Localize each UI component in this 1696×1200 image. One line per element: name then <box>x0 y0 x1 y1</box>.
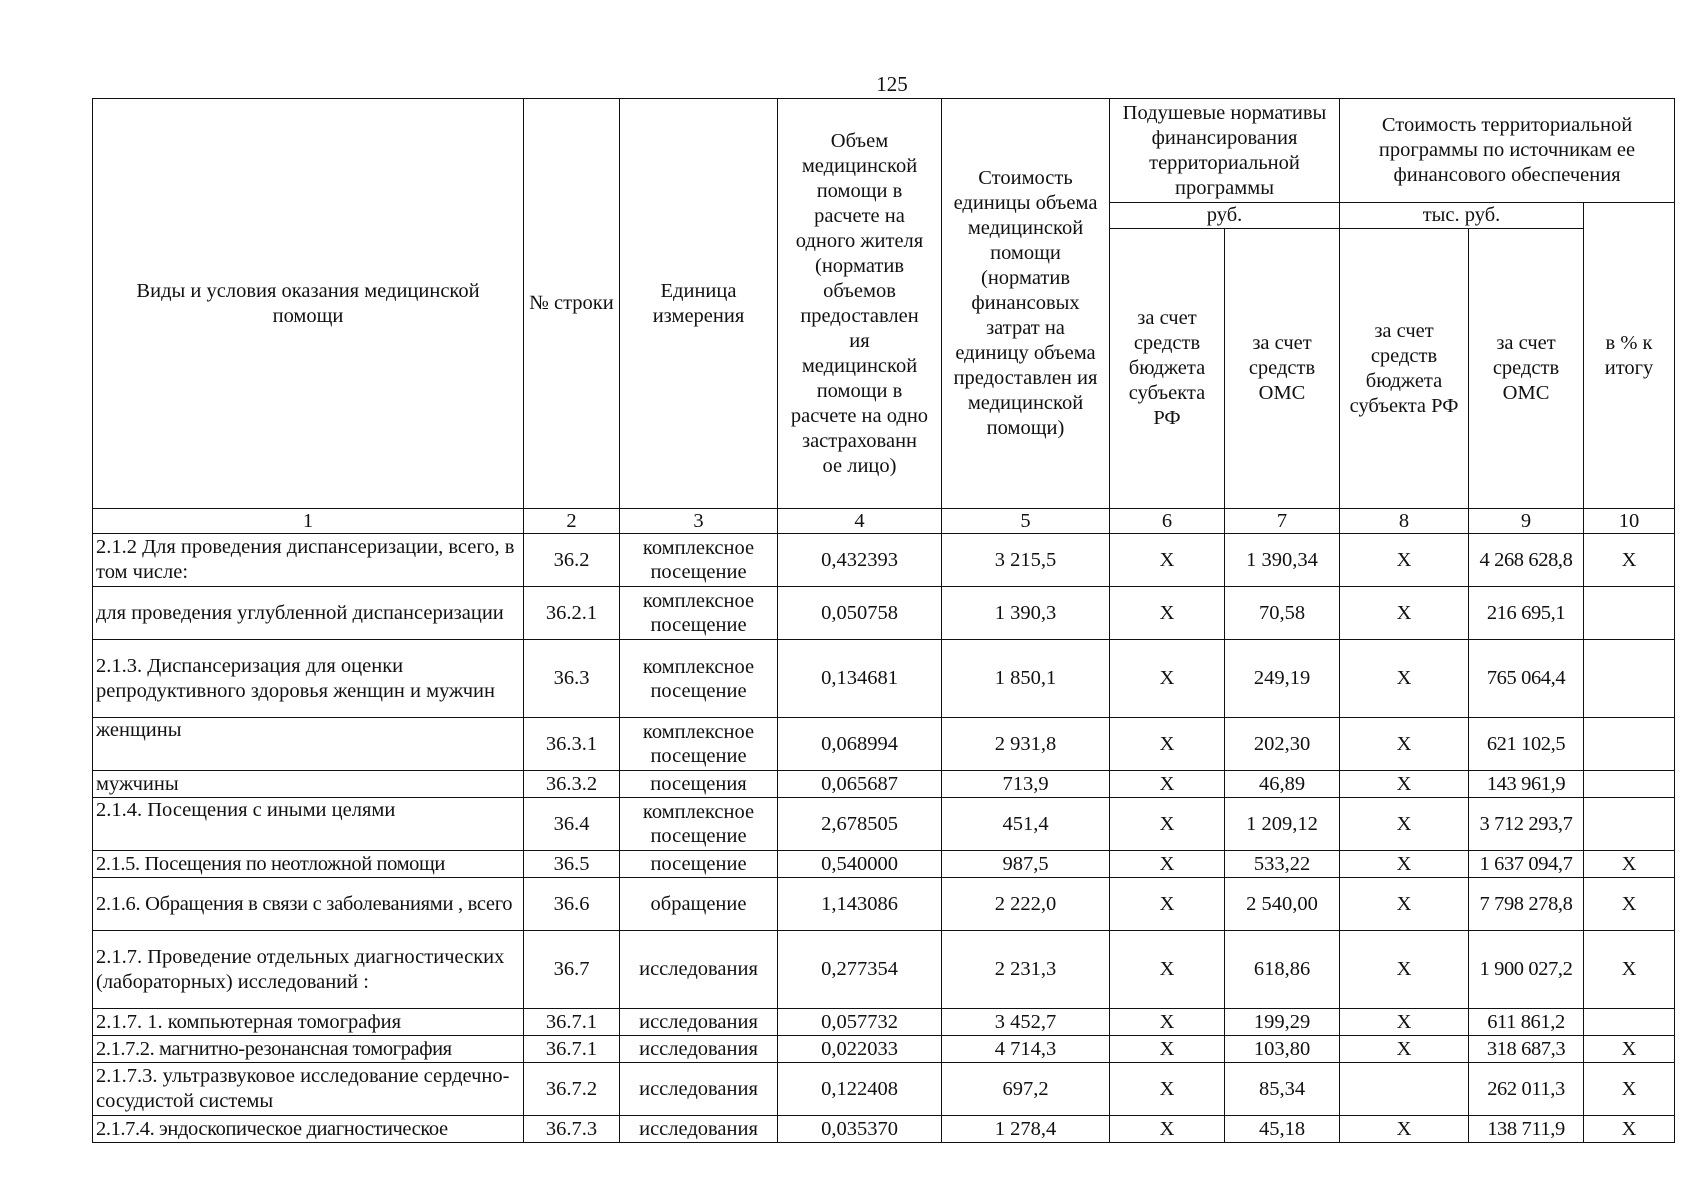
row-code: 36.7 <box>524 931 620 1009</box>
column-number: 8 <box>1340 509 1469 534</box>
row-unit: комплексное посещение <box>620 798 778 851</box>
row-per-capita-budget: X <box>1110 1036 1225 1063</box>
header-per-capita-oms: за счет средств ОМС <box>1225 229 1340 509</box>
row-unit-cost: 2 222,0 <box>942 878 1110 931</box>
row-code: 36.3 <box>524 640 620 718</box>
row-per-capita-budget: X <box>1110 798 1225 851</box>
row-cost-budget: X <box>1340 587 1469 640</box>
row-volume: 0,068994 <box>778 718 942 771</box>
row-percent: X <box>1584 931 1675 1009</box>
row-percent: X <box>1584 1036 1675 1063</box>
row-code: 36.7.2 <box>524 1063 620 1116</box>
row-cost-oms: 262 011,3 <box>1469 1063 1584 1116</box>
row-per-capita-oms: 2 540,00 <box>1225 878 1340 931</box>
row-per-capita-budget: X <box>1110 534 1225 587</box>
row-volume: 0,432393 <box>778 534 942 587</box>
row-name: 2.1.5. Посещения по неотложной помощи <box>93 851 524 878</box>
row-name: 2.1.7.2. магнитно-резонансная томография <box>93 1036 524 1063</box>
row-unit: обращение <box>620 878 778 931</box>
table-row <box>93 931 1675 1009</box>
row-name: для проведения углубленной диспансеризации <box>93 587 524 640</box>
row-cost-oms: 143 961,9 <box>1469 771 1584 798</box>
row-cost-oms: 765 064,4 <box>1469 640 1584 718</box>
header-per-capita-budget: за счет средств бюджета субъекта РФ <box>1110 229 1225 509</box>
row-per-capita-oms: 1 390,34 <box>1225 534 1340 587</box>
row-percent: X <box>1584 851 1675 878</box>
row-cost-budget: X <box>1340 534 1469 587</box>
row-volume: 0,277354 <box>778 931 942 1009</box>
row-cost-oms: 216 695,1 <box>1469 587 1584 640</box>
column-number: 6 <box>1110 509 1225 534</box>
column-number: 5 <box>942 509 1110 534</box>
row-code: 36.7.3 <box>524 1116 620 1143</box>
row-volume: 0,134681 <box>778 640 942 718</box>
row-per-capita-budget: X <box>1110 587 1225 640</box>
column-number: 2 <box>524 509 620 534</box>
table-row <box>93 851 1675 878</box>
row-code: 36.2 <box>524 534 620 587</box>
row-unit: посещение <box>620 851 778 878</box>
row-percent <box>1584 640 1675 718</box>
row-cost-oms: 1 900 027,2 <box>1469 931 1584 1009</box>
row-cost-budget: X <box>1340 878 1469 931</box>
column-number: 4 <box>778 509 942 534</box>
header-unit-rub: руб. <box>1110 203 1340 229</box>
row-cost-oms: 1 637 094,7 <box>1469 851 1584 878</box>
row-percent: X <box>1584 1063 1675 1116</box>
row-unit: исследования <box>620 1116 778 1143</box>
row-volume: 1,143086 <box>778 878 942 931</box>
row-code: 36.2.1 <box>524 587 620 640</box>
row-per-capita-budget: X <box>1110 771 1225 798</box>
row-percent <box>1584 771 1675 798</box>
row-unit-cost: 713,9 <box>942 771 1110 798</box>
row-percent <box>1584 718 1675 771</box>
row-name: 2.1.6. Обращения в связи с заболеваниями , всего <box>93 878 524 931</box>
row-percent: X <box>1584 878 1675 931</box>
row-cost-oms: 4 268 628,8 <box>1469 534 1584 587</box>
row-code: 36.4 <box>524 798 620 851</box>
row-unit-cost: 697,2 <box>942 1063 1110 1116</box>
row-volume: 0,022033 <box>778 1036 942 1063</box>
row-unit: исследования <box>620 1009 778 1036</box>
row-cost-budget <box>1340 1063 1469 1116</box>
row-volume: 0,035370 <box>778 1116 942 1143</box>
row-per-capita-budget: X <box>1110 931 1225 1009</box>
row-per-capita-oms: 70,58 <box>1225 587 1340 640</box>
table-row <box>93 878 1675 931</box>
row-cost-oms: 138 711,9 <box>1469 1116 1584 1143</box>
row-unit-cost: 4 714,3 <box>942 1036 1110 1063</box>
row-name: 2.1.7. Проведение отдельных диагностических (лабораторных) исследований : <box>93 931 524 1009</box>
row-cost-budget: X <box>1340 1116 1469 1143</box>
row-code: 36.3.2 <box>524 771 620 798</box>
row-name: женщины <box>93 718 524 771</box>
row-percent: X <box>1584 534 1675 587</box>
header-percent-of-total: в % к итогу <box>1584 203 1675 509</box>
row-cost-budget: X <box>1340 718 1469 771</box>
row-unit: комплексное посещение <box>620 534 778 587</box>
header-row-number: № строки <box>524 99 620 509</box>
row-code: 36.7.1 <box>524 1009 620 1036</box>
row-per-capita-oms: 202,30 <box>1225 718 1340 771</box>
row-unit-cost: 987,5 <box>942 851 1110 878</box>
row-name: 2.1.7.4. эндоскопическое диагностическое <box>93 1116 524 1143</box>
header-cost-budget: за счет средств бюджета субъекта РФ <box>1340 229 1469 509</box>
row-per-capita-budget: X <box>1110 1116 1225 1143</box>
row-code: 36.7.1 <box>524 1036 620 1063</box>
row-percent <box>1584 1009 1675 1036</box>
table-row <box>93 534 1675 587</box>
row-per-capita-budget: X <box>1110 851 1225 878</box>
row-per-capita-oms: 249,19 <box>1225 640 1340 718</box>
row-volume: 0,050758 <box>778 587 942 640</box>
row-per-capita-oms: 46,89 <box>1225 771 1340 798</box>
table-row <box>93 1009 1675 1036</box>
row-unit-cost: 1 390,3 <box>942 587 1110 640</box>
header-unit-thousand-rub: тыс. руб. <box>1340 203 1584 229</box>
header-kinds-of-care: Виды и условия оказания медицинской помощи <box>93 99 524 509</box>
column-number: 1 <box>93 509 524 534</box>
row-unit-cost: 1 850,1 <box>942 640 1110 718</box>
row-code: 36.3.1 <box>524 718 620 771</box>
table-row <box>93 718 1675 771</box>
row-cost-budget: X <box>1340 851 1469 878</box>
table-row <box>93 640 1675 718</box>
row-name: 2.1.4. Посещения с иными целями <box>93 798 524 851</box>
table-row <box>93 1116 1675 1143</box>
column-number: 9 <box>1469 509 1584 534</box>
row-unit-cost: 3 452,7 <box>942 1009 1110 1036</box>
row-cost-oms: 7 798 278,8 <box>1469 878 1584 931</box>
row-per-capita-budget: X <box>1110 878 1225 931</box>
row-unit: исследования <box>620 931 778 1009</box>
column-number: 10 <box>1584 509 1675 534</box>
table-row <box>93 1036 1675 1063</box>
row-cost-oms: 611 861,2 <box>1469 1009 1584 1036</box>
row-per-capita-oms: 618,86 <box>1225 931 1340 1009</box>
row-per-capita-oms: 1 209,12 <box>1225 798 1340 851</box>
row-unit: комплексное посещение <box>620 718 778 771</box>
row-cost-budget: X <box>1340 931 1469 1009</box>
row-volume: 0,540000 <box>778 851 942 878</box>
row-unit: посещения <box>620 771 778 798</box>
row-per-capita-budget: X <box>1110 718 1225 771</box>
header-unit-cost: Стоимость единицы объема медицинской помощи (норматив финансовых затрат на единицу объема предоставлен ия медицинской помощи) <box>942 99 1110 509</box>
row-name: 2.1.7.3. ультразвуковое исследование сердечно-сосудистой системы <box>93 1063 524 1116</box>
row-per-capita-oms: 103,80 <box>1225 1036 1340 1063</box>
header-volume: Объем медицинской помощи в расчете на одного жителя (норматив объемов предоставлен ия медицинской помощи в расчете на одно застрахованн ое лицо) <box>778 99 942 509</box>
table-row <box>93 798 1675 851</box>
column-number: 7 <box>1225 509 1340 534</box>
row-per-capita-oms: 45,18 <box>1225 1116 1340 1143</box>
table-row <box>93 587 1675 640</box>
row-percent: X <box>1584 1116 1675 1143</box>
header-unit: Единица измерения <box>620 99 778 509</box>
row-cost-budget: X <box>1340 1009 1469 1036</box>
row-volume: 0,122408 <box>778 1063 942 1116</box>
row-unit-cost: 451,4 <box>942 798 1110 851</box>
row-name: 2.1.2 Для проведения диспансеризации, всего, в том числе: <box>93 534 524 587</box>
row-name: мужчины <box>93 771 524 798</box>
row-volume: 0,057732 <box>778 1009 942 1036</box>
row-unit-cost: 3 215,5 <box>942 534 1110 587</box>
row-cost-budget: X <box>1340 798 1469 851</box>
row-code: 36.5 <box>524 851 620 878</box>
column-number: 3 <box>620 509 778 534</box>
row-cost-budget: X <box>1340 640 1469 718</box>
row-per-capita-budget: X <box>1110 1063 1225 1116</box>
row-unit: комплексное посещение <box>620 640 778 718</box>
row-volume: 0,065687 <box>778 771 942 798</box>
row-unit: комплексное посещение <box>620 587 778 640</box>
row-unit-cost: 1 278,4 <box>942 1116 1110 1143</box>
header-cost-oms: за счет средств ОМС <box>1469 229 1584 509</box>
row-name: 2.1.3. Диспансеризация для оценки репродуктивного здоровья женщин и мужчин <box>93 640 524 718</box>
row-cost-oms: 621 102,5 <box>1469 718 1584 771</box>
table-row <box>93 1063 1675 1116</box>
table-row <box>93 771 1675 798</box>
row-percent <box>1584 798 1675 851</box>
row-cost-budget: X <box>1340 771 1469 798</box>
row-unit: исследования <box>620 1036 778 1063</box>
row-cost-budget: X <box>1340 1036 1469 1063</box>
page-number: 125 <box>876 72 908 96</box>
row-cost-oms: 318 687,3 <box>1469 1036 1584 1063</box>
row-volume: 2,678505 <box>778 798 942 851</box>
row-unit-cost: 2 231,3 <box>942 931 1110 1009</box>
row-per-capita-budget: X <box>1110 640 1225 718</box>
row-unit-cost: 2 931,8 <box>942 718 1110 771</box>
row-unit: исследования <box>620 1063 778 1116</box>
header-per-capita-group: Подушевые нормативы финансирования территориальной программы <box>1110 99 1340 203</box>
row-per-capita-budget: X <box>1110 1009 1225 1036</box>
row-percent <box>1584 587 1675 640</box>
header-program-cost-group: Стоимость территориальной программы по источникам ее финансового обеспечения <box>1340 99 1675 203</box>
row-per-capita-oms: 85,34 <box>1225 1063 1340 1116</box>
row-name: 2.1.7. 1. компьютерная томография <box>93 1009 524 1036</box>
row-cost-oms: 3 712 293,7 <box>1469 798 1584 851</box>
row-code: 36.6 <box>524 878 620 931</box>
column-numbers-row <box>93 509 1675 534</box>
financing-table <box>92 98 1675 1143</box>
row-per-capita-oms: 199,29 <box>1225 1009 1340 1036</box>
row-per-capita-oms: 533,22 <box>1225 851 1340 878</box>
